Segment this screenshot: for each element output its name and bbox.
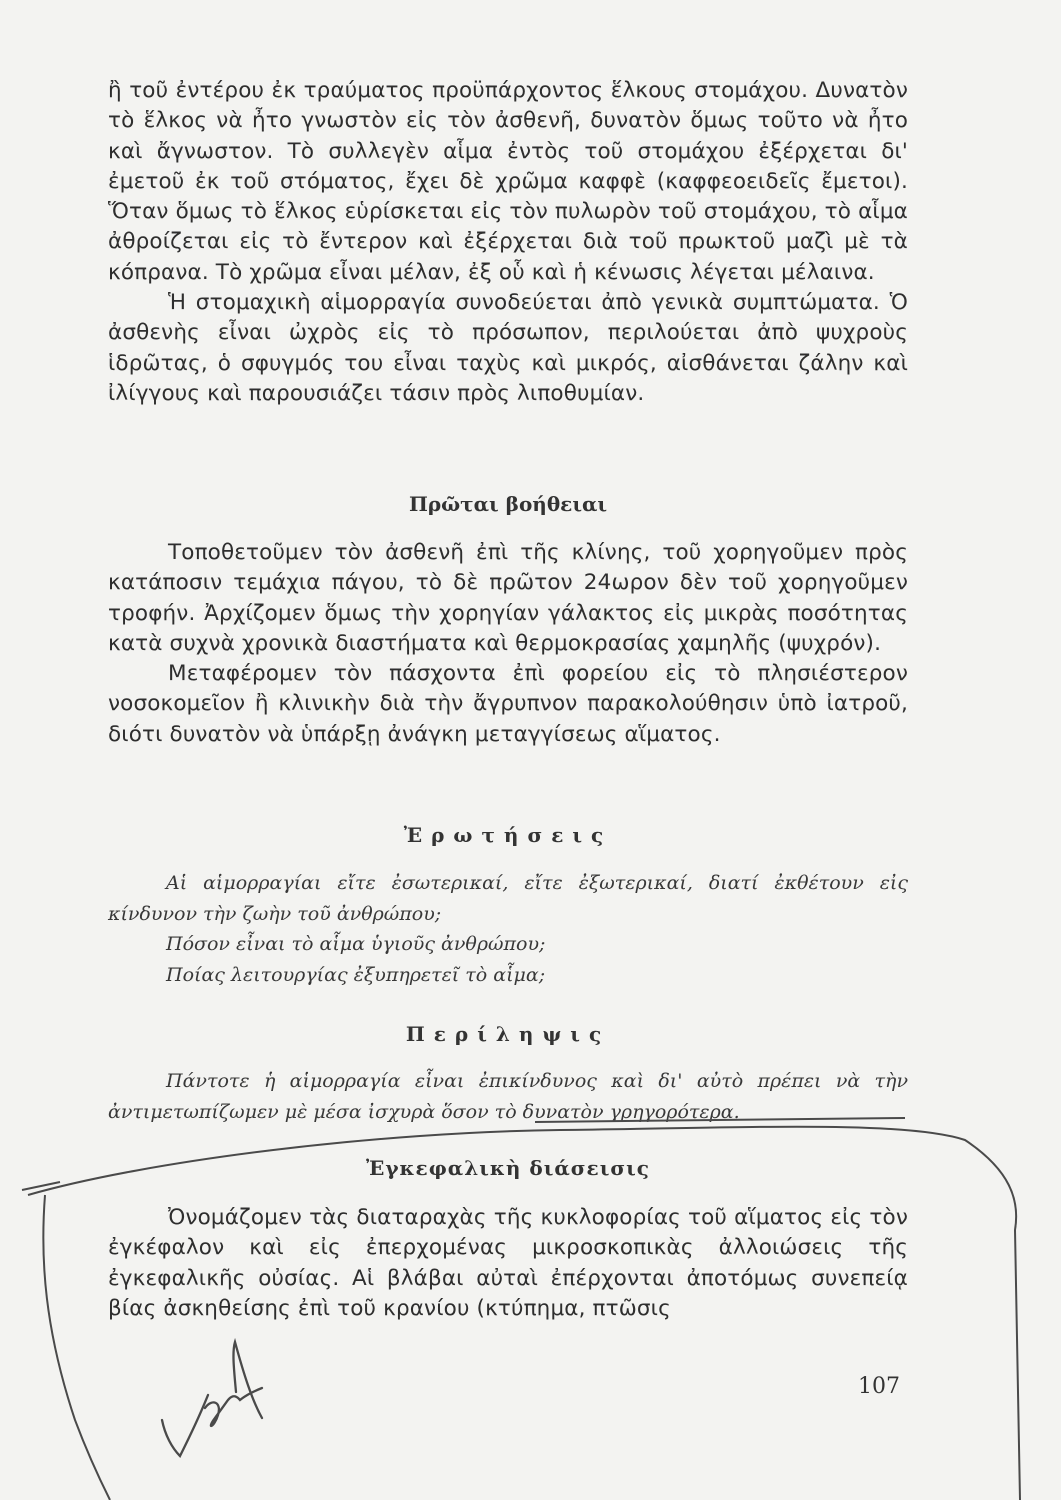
pencil-left-margin <box>43 1195 110 1500</box>
questions-list <box>108 868 908 990</box>
summary-section <box>108 1066 908 1127</box>
question-2: Πόσον εἶναι τὸ αἷμα ὑγιοῦς ἀνθρώπου; <box>166 933 546 955</box>
handwritten-initials <box>162 1342 262 1456</box>
first-aid-section <box>108 538 908 750</box>
concussion-heading: Ἐγκεφαλικὴ διάσεισις <box>366 1156 650 1180</box>
summary-heading: Περίληψις <box>405 1022 611 1046</box>
summary-text: Πάντοτε ἡ αἱμορραγία εἶναι ἐπικίνδυνος καὶ δι' αὐτὸ πρέπει νὰ τὴν ἀντιμετωπίζωμεν μὲ μέσα ἰσχυρὰ ὅσον τὸ δυνατὸν γρηγορότερα. <box>108 1070 908 1123</box>
concussion-paragraph: Ὀνομάζομεν τὰς διαταραχὰς τῆς κυκλοφορίας τοῦ αἵματος εἰς τὸν ἐγκέφαλον καὶ εἰς ἐπερχομένας μικροσκοπικὰς ἀλλοιώσεις τῆς ἐγκεφαλικῆς οὐσίας. Αἱ βλάβαι αὐταὶ ἐπέρχονται ἀποτόμως συνεπείᾳ βίας ἀσκηθείσης ἐπὶ τοῦ κρανίου (κτύπημα, πτῶσις <box>108 1205 908 1321</box>
pencil-left-tick <box>22 1182 60 1190</box>
concussion-section <box>108 1203 908 1324</box>
first-aid-heading: Πρῶται βοήθειαι <box>408 492 608 516</box>
first-aid-paragraph-1: Τοποθετοῦμεν τὸν ἀσθενῆ ἐπὶ τῆς κλίνης, τοῦ χορηγοῦμεν πρὸς κατάποσιν τεμάχια πάγου, τὸ δὲ πρῶτον 24ωρον δὲν τοῦ χορηγοῦμεν τροφήν. Ἀρχίζομεν ὅμως τὴν χορηγίαν γάλακτος εἰς μικρὰς ποσότητας κατὰ συχνὰ χρονικὰ διαστήματα καὶ θερμοκρασίας χαμηλῆς (ψυχρόν). <box>108 540 908 656</box>
first-aid-paragraph-2: Μεταφέρομεν τὸν πάσχοντα ἐπὶ φορείου εἰς τὸ πλησιέστερον νοσοκομεῖον ἢ κλινικὴν διὰ τὴν ἄγρυπνον παρακολούθησιν ὑπὸ ἰατροῦ, διότι δυνατὸν νὰ ὑπάρξῃ ἀνάγκη μεταγγίσεως αἵματος. <box>108 661 908 747</box>
intro-paragraph-2: Ἡ στομαχικὴ αἱμορραγία συνοδεύεται ἀπὸ γενικὰ συμπτώματα. Ὁ ἀσθενὴς εἶναι ὠχρὸς εἰς τὸ πρόσωπον, περιλούεται ἀπὸ ψυχροὺς ἱδρῶτας, ὁ σφυγμός του εἶναι ταχὺς καὶ μικρός, αἰσθάνεται ζάλην καὶ ἰλίγγους καὶ παρουσιάζει τάσιν πρὸς λιποθυμίαν. <box>108 290 908 406</box>
intro-paragraph-1: ἢ τοῦ ἐντέρου ἐκ τραύματος προϋπάρχοντος ἕλκους στομάχου. Δυνατὸν τὸ ἕλκος νὰ ἦτο γνωστὸν εἰς τὸν ἀσθενῆ, δυνατὸν ὅμως τοῦτο νὰ ἦτο καὶ ἄγνωστον. Τὸ συλλεγὲν αἷμα ἐντὸς τοῦ στομάχου ἐξέρχεται δι' ἐμετοῦ ἐκ τοῦ στόματος, ἔχει δὲ χρῶμα καφφὲ (καφφεοειδεῖς ἔμετοι). Ὅταν ὅμως τὸ ἕλκος εὑρίσκεται εἰς τὸν πυλωρὸν τοῦ στομάχου, τὸ αἷμα ἀθροίζεται εἰς τὸ ἔντερον καὶ ἐξέρχεται διὰ τοῦ πρωκτοῦ μαζὶ μὲ τὰ κόπρανα. Τὸ χρῶμα εἶναι μέλαν, ἐξ οὗ καὶ ἡ κένωσις λέγεται μέλαινα. <box>108 78 908 285</box>
page-number: 107 <box>858 1374 900 1399</box>
question-1: Αἱ αἱμορραγίαι εἴτε ἐσωτερικαί, εἴτε ἐξωτερικαί, διατί ἐκθέτουν εἰς κίνδυνον τὴν ζωὴν τοῦ ἀνθρώπου; <box>108 872 908 925</box>
intro-section <box>108 76 908 409</box>
question-3: Ποίας λειτουργίας ἐξυπηρετεῖ τὸ αἷμα; <box>166 963 546 986</box>
questions-heading: Ἐρωτήσεις <box>403 823 613 847</box>
